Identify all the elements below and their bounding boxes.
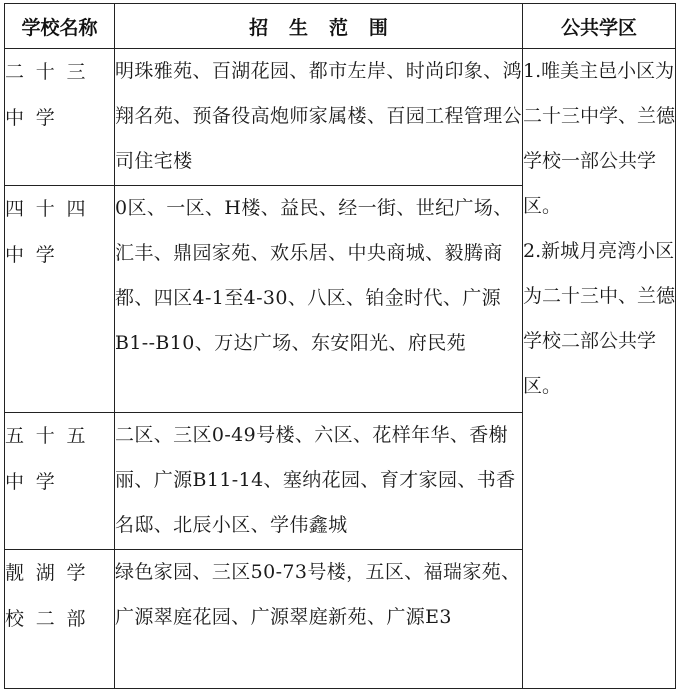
table-header-row <box>5 4 676 49</box>
table-row <box>5 49 676 186</box>
shared-district-cell <box>523 49 676 689</box>
header-enrollment-range: 招生范围 <box>115 4 523 49</box>
enrollment-range-cell: 0区、一区、H楼、益民、经一街、世纪广场、汇丰、鼎园家苑、欢乐居、中央商城、毅腾商都、四区4-1至4-30、八区、铂金时代、广源B1--B10、万达广场、东安阳光、府民苑 <box>115 186 523 413</box>
school-zone-table <box>4 3 676 689</box>
shared-district-note: 2.新城月亮湾小区为二十三中、兰德学校二部公共学区。 <box>523 240 676 397</box>
school-name-cell: 二十三中学 <box>5 49 115 186</box>
enrollment-range-cell: 二区、三区0-49号楼、六区、花样年华、香榭丽、广源B11-14、塞纳花园、育才家园、书香名邸、北辰小区、学伟鑫城 <box>115 413 523 550</box>
header-shared-district: 公共学区 <box>523 4 676 49</box>
school-name-cell: 五十五中学 <box>5 413 115 550</box>
enrollment-range-cell: 绿色家园、三区50-73号楼，五区、福瑞家苑、广源翠庭花园、广源翠庭新苑、广源E3 <box>115 550 523 689</box>
enrollment-range-cell: 明珠雅苑、百湖花园、都市左岸、时尚印象、鸿翔名苑、预备役高炮师家属楼、百园工程管理公司住宅楼 <box>115 49 523 186</box>
school-name-cell: 四十四中学 <box>5 186 115 413</box>
header-school-name: 学校名称 <box>5 4 115 49</box>
shared-district-note: 1.唯美主邑小区为二十三中学、兰德学校一部公共学区。 <box>523 60 676 217</box>
school-name-cell: 靓湖学校二部 <box>5 550 115 689</box>
